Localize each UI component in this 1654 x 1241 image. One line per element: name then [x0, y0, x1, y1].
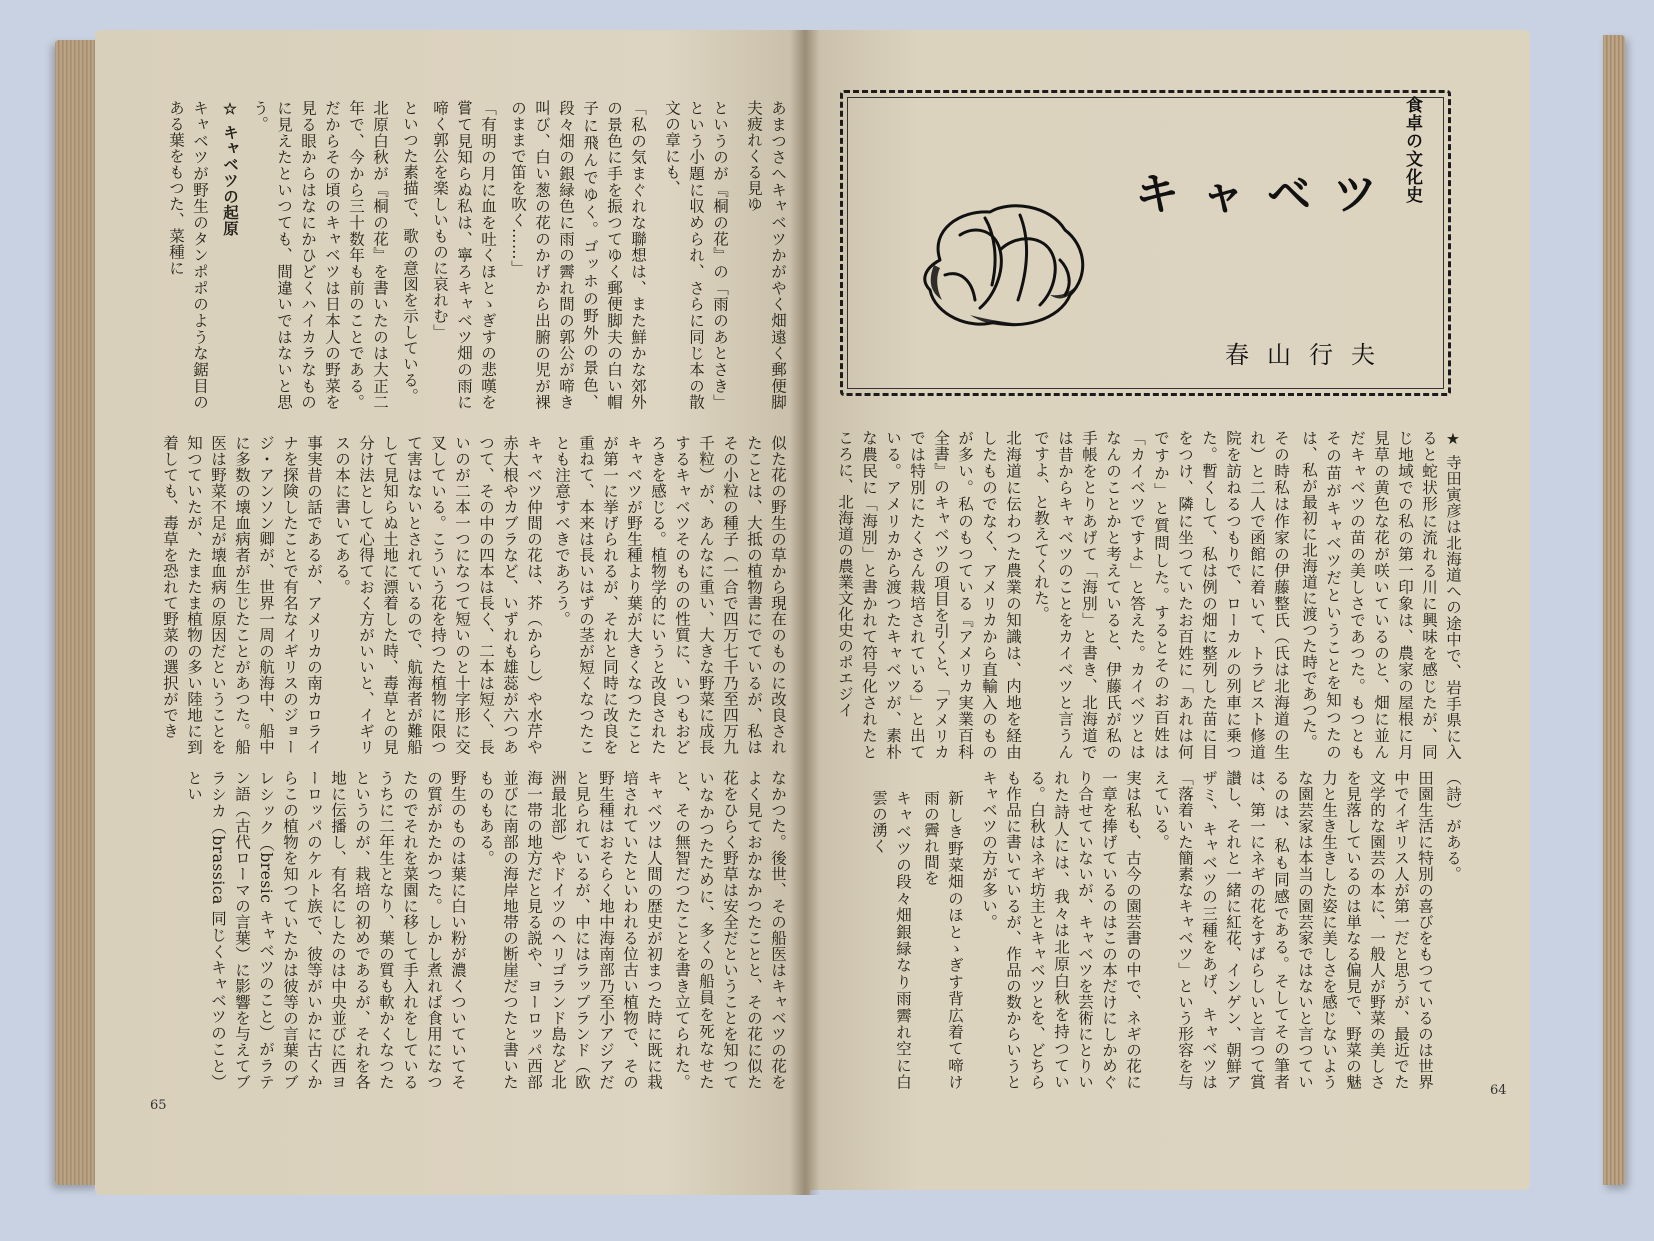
article-title: キャベツ — [1135, 169, 1399, 220]
paragraph: 「私の気まぐれな聯想は、また鮮かな郊外の景色に手を振つてゆく郵便脚夫の白い帽子に飛んでゆく。ゴッホの野外の景色、段々畑の銀緑色に雨の霽れ間の郭公が啼き叫び、白い葱の花のかげから出腑の児が裸のままで笛を吹く……」 — [509, 100, 647, 410]
paragraph: その時私は作家の伊藤整氏（氏は北海道の生れ）と二人で函館に着いて、トラピスト修道院を訪ねるつもりで、ローカルの列車に乗つた。暫くして、私は例の畑に整列した苗に目をつけ、隣に坐つていたお百姓に「あれは何ですか」と質問した。するとそのお百姓は「カイベツですよ」と答えた。カイベツとはなんのことかと考えていると、伊藤氏が私の手帳をとりあげて「海別」と書き、北海道では昔からキャベツのことをカイベツと言うんですよ、と教えてくれた。 — [1032, 430, 1290, 760]
left-page-number: 65 — [150, 1098, 167, 1113]
poem-line: キャベツの段々畑銀緑なり雨霽れ空に白雲の湧く — [870, 790, 912, 1090]
page-gutter — [790, 30, 820, 1195]
left-bottom-text — [130, 770, 790, 1090]
right-page-number: 64 — [1490, 1083, 1507, 1098]
section-heading: ☆ キャベツの起原 — [221, 100, 240, 237]
left-middle-text — [130, 435, 790, 755]
paragraph: 事実昔の話であるが、アメリカの南カロライナを探険したことで有名なイギリスのジョージ・アンソン卿が、世界一周の航海中、船中に多数の壊血病者が生じたことがあつた。船医は野菜不足が壊血病の原因だということを知つていたが、たまたま植物の多い陸地に到着しても、毒草を恐れて野菜の選択ができ — [161, 435, 323, 755]
paragraph: あまつさへキャベツかがやく畑遠く郵便脚夫疲れくる見ゆ — [745, 100, 787, 410]
paragraph: といつた素描で、歌の意図を示している。 — [401, 100, 419, 404]
paragraph: キャベツ仲間の花は、芥（からし）や水芹や赤大根やカブラなど、いずれも雄蕊が六つあつて、その中の四本は長く、二本は短く、長いのが二本一つになつて短いのと十字形に交叉している。こういう花を持つた植物に限つて害はないとされているので、航海者が難船して見知らぬ土地に漂着した時、毒草との見分け法として心得ておく方がいいと、イギリスの本に書いてある。 — [333, 435, 543, 755]
paragraph: 田園生活に特別の喜びをもつているのは世界中でイギリス人が第一だと思うが、最近でた文学的な園芸の本に、一般人が野菜の美しさを見落しているのは単なる偏見で、野菜の魅力と生き生きした姿に美しさを感じないような園芸家は本当の園芸家ではないと言つているのは、私も同感である。そしてその筆者は、第一にネギの花をすばらしいと言つて賞讃し、それと一緒に紅花、インゲン、朝鮮アザミ、キャベツの三種をあげ、キャベツは「落着いた簡素なキャベツ」という形容を与えている。 — [1152, 770, 1434, 1090]
cabbage-icon — [900, 190, 1100, 340]
right-bottom-text — [835, 770, 1465, 1090]
paragraph: 野生のものは葉に白い粉が濃くついていてその質がかたかつた。しかし煮れば食用になつたのでそれを菜園に移して手入れをしているうちに二年生となり、葉の質も軟かくなつたというのが、栽培の初めであるが、それを各地に伝播し、有名にしたのは中央並びに西ヨーロッパのケルト族で、彼等がいかに古くからこの植物を知つていたかは彼等の言葉のブレシック（bresic キャベツのこと）がラテン語（古代ローマの言葉）に影響を与えてブラシカ（brassica 同じくキャベツのこと）とい — [185, 770, 467, 1090]
right-middle-text — [835, 430, 1465, 760]
paragraph: というのが『桐の花』の「雨のあとさき」という小題に収められ、さらに同じ本の散文の章にも、 — [663, 100, 729, 410]
right-page-edges — [1603, 35, 1625, 1185]
paragraph: キャベツが野生のタンポポのような鋸目のある葉をもつた、菜種に — [167, 100, 209, 410]
paragraph: 北原白秋が『桐の花』を書いたのは大正二年で、今から三十数年も前のことである。だからその頃のキャベツは日本人の野菜を見る眼からはなにかひどくハイカラなものに見えたといつても、間違いではないと思う。 — [251, 100, 389, 410]
paragraph: 実は私も、古今の園芸書の中で、ネギの花に一章を捧げているのはこの本だけにしかめぐり合せていないが、キャベツを芸術にとりいれた詩人には、我々は北原白秋を持つている。白秋はネギ坊主とキャベツとを、どちらも作品に書いているが、作品の数からいうとキャベツの方が多い。 — [980, 770, 1142, 1090]
left-page-edges — [55, 40, 100, 1185]
poem-line: 新しき野菜畑のほとゝぎす背広着て啼け雨の霽れ間を — [922, 790, 964, 1090]
paragraph: 北海道に伝わつた農業の知識は、内地を経由したものでなく、アメリカから直輸入のものが多い。私のもつている『アメリカ実業百科全書』のキャベツの項目を引くと、「アメリカでは特別にたくさん栽培されている」と出ている。アメリカから渡つたキャベツが、素朴な農民に「海別」と書かれて符号化されたところに、北海道の農業文化史のポエジイ — [836, 430, 1022, 760]
paragraph: （詩）がある。 — [1444, 770, 1462, 882]
author-name: 春山行夫 — [1225, 341, 1393, 369]
series-tag: 食卓の文化史 — [1402, 96, 1422, 204]
paragraph: ★ 寺田寅彦は北海道への途中で、岩手県に入ると蛇状形に流れる川に興味を感じたが、同じ地域での私の第一印象は、農家の屋根に月見草の黄色な花が咲いているのと、畑に並んだキャベツの苗の美しさであつた。もつともその苗がキャベツだということを知つたのは、私が最初に北海道に渡つた時であつた。 — [1300, 430, 1462, 760]
paragraph: 「有明の月に血を吐くほとゝぎすの悲嘆を嘗て見知らぬ私は、寧ろキャベツ畑の雨に啼く郭公を楽しいものに哀れむ」 — [431, 100, 497, 410]
paragraph: キャベツは人間の歴史が初まつた時に既に栽培されていたといわれる位古い植物で、その野生種はおそらく地中海南部乃至小アジアだと見られているが、中にはラップランド（欧洲最北部）やドイツのヘリゴランド島など北海一帯の地方だと見る説や、ヨーロッパ西部並びに南部の海岸地帯の断崖だつたと書いたものもある。 — [477, 770, 663, 1090]
paragraph: なかつた。後世、その船医はキャベツの花をよく見ておかなかつたことと、その花に似た花をひらく野草は安全だということを知つていなかつたために、多くの船員を死なせたと、その無智だつたことを書き立てられた。 — [673, 770, 787, 1090]
left-top-text — [130, 100, 790, 410]
paragraph: 似た花の野生の草から現在のものに改良されたことは、大抵の植物書にでているが、私はその小粒の種子（一合で四万七千乃至四万九千粒）が、あんなに重い、大きな野菜に成長するキャベツそのものの性質に、いつもおどろきを感じる。植物学的にいうと改良されたキャベツが野生種より葉が大きくなつたことが第一に挙げられるが、それと同時に改良を重ねて、本来は長いはずの茎が短くなつたことも注意すべきであろう。 — [553, 435, 787, 755]
